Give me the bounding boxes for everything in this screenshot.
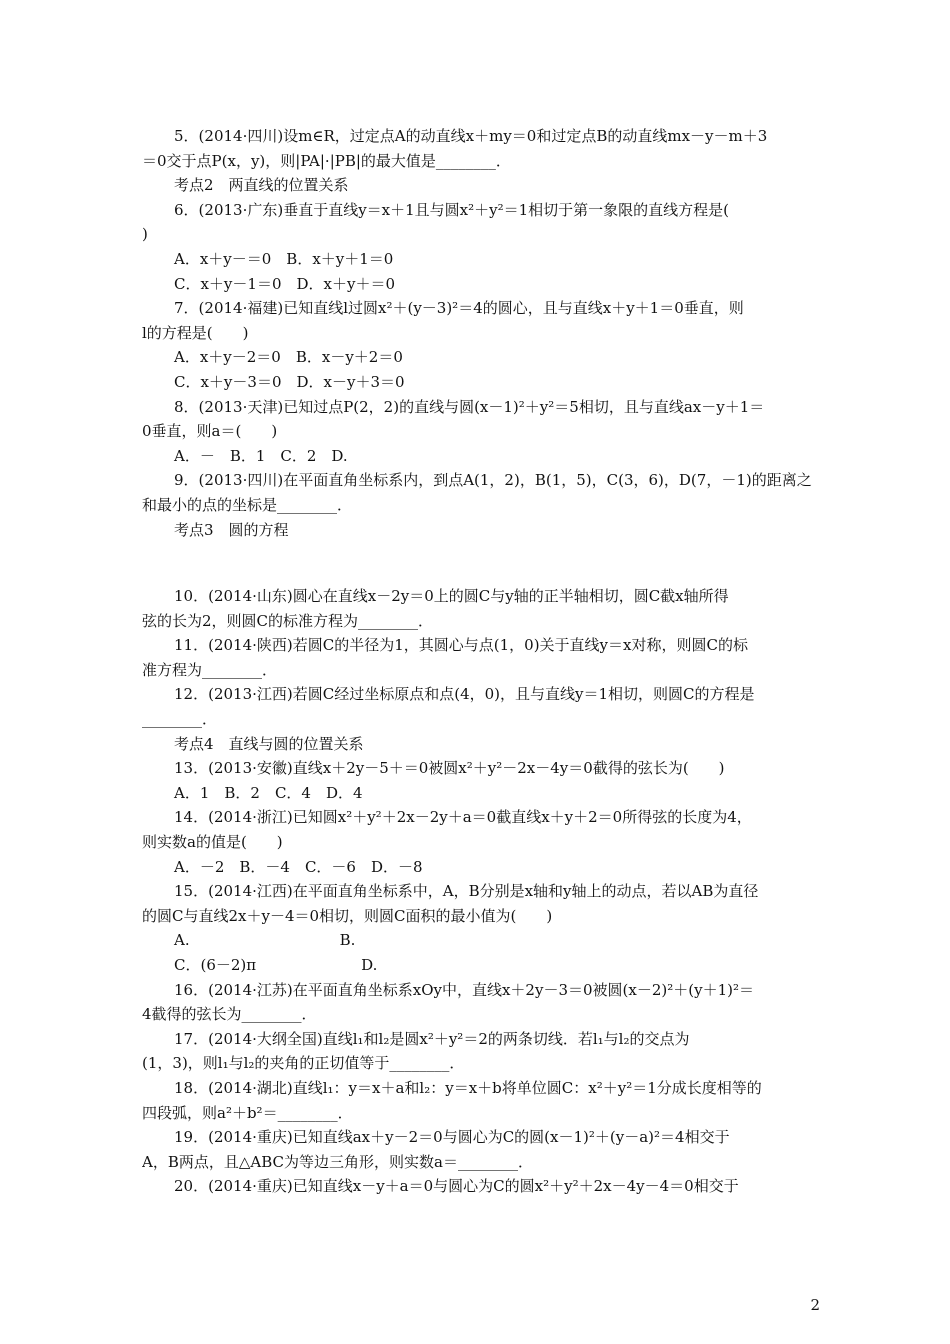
text-line: C．(6－2)π D. bbox=[174, 956, 378, 974]
section-spacer bbox=[142, 542, 812, 584]
text-line: 20．(2014·重庆)已知直线x－y＋a＝0与圆心为C的圆x²＋y²＋2x－4y－4＝0相交于 bbox=[174, 1177, 739, 1196]
text-line: ＝0交于点P(x，y)，则|PA|·|PB|的最大值是________． bbox=[142, 151, 511, 170]
text-line: A．x＋y－＝0 B．x＋y＋1＝0 bbox=[174, 249, 394, 268]
text-line: 的圆C与直线2x＋y－4＝0相切，则圆C面积的最小值为( ) bbox=[142, 906, 553, 925]
text-line: 19．(2014·重庆)已知直线ax＋y－2＝0与圆心为C的圆(x－1)²＋(y－a)²＝4相交于 bbox=[174, 1128, 730, 1147]
text-line: 10．(2014·山东)圆心在直线x－2y＝0上的圆C与y轴的正半轴相切，圆C截x轴所得 bbox=[174, 587, 729, 606]
text-line: 7．(2014·福建)已知直线l过圆x²＋(y－3)²＝4的圆心，且与直线x＋y＋1＝0垂直，则 bbox=[174, 299, 744, 318]
text-line: 11．(2014·陕西)若圆C的半径为1，其圆心与点(1，0)关于直线y＝x对称，则圆C的标 bbox=[174, 636, 748, 655]
text-line: 考点4 直线与圆的位置关系 bbox=[174, 734, 364, 753]
text-line: 14．(2014·浙江)已知圆x²＋y²＋2x－2y＋a＝0截直线x＋y＋2＝0所得弦的长度为4， bbox=[174, 808, 752, 827]
text-line: 9．(2013·四川)在平面直角坐标系内，到点A(1，2)，B(1，5)，C(3，6)，D(7，－1)的距离之 bbox=[174, 471, 812, 490]
text-line: 准方程为________． bbox=[142, 660, 278, 679]
text-line: 4截得的弦长为________． bbox=[142, 1005, 317, 1024]
text-line: l的方程是( ) bbox=[142, 323, 249, 342]
text-line: 四段弧，则a²＋b²＝________． bbox=[142, 1103, 353, 1122]
text-line: 0垂直，则a＝( ) bbox=[142, 422, 278, 441]
page-number: 2 bbox=[810, 1296, 820, 1314]
text-line: ________． bbox=[142, 710, 218, 729]
text-line: ) bbox=[142, 225, 148, 244]
text-line: 考点3 圆的方程 bbox=[174, 520, 289, 539]
document-body bbox=[142, 124, 812, 1199]
text-line: C．x＋y－3＝0 D．x－y＋3＝0 bbox=[174, 372, 405, 391]
text-line: 弦的长为2，则圆C的标准方程为________． bbox=[142, 611, 434, 630]
text-line: 5．(2014·四川)设m∈R，过定点A的动直线x＋my＝0和过定点B的动直线mx－y－m＋3 bbox=[174, 127, 768, 145]
text-line: A．1 B．2 C．4 D．4 bbox=[174, 783, 363, 802]
text-line: 12．(2013·江西)若圆C经过坐标原点和点(4，0)，且与直线y＝1相切，则圆C的方程是 bbox=[174, 685, 755, 704]
text-line: A．x＋y－2＝0 B．x－y＋2＝0 bbox=[174, 348, 403, 367]
text-line: 18．(2014·湖北)直线l₁：y＝x＋a和l₂：y＝x＋b将单位圆C：x²＋y²＝1分成长度相等的 bbox=[174, 1078, 762, 1097]
text-line: 8．(2013·天津)已知过点P(2，2)的直线与圆(x－1)²＋y²＝5相切，且与直线ax－y＋1＝ bbox=[174, 397, 765, 416]
text-line: 13．(2013·安徽)直线x＋2y－5＋＝0被圆x²＋y²－2x－4y＝0截得的弦长为( ) bbox=[174, 759, 725, 778]
text-line: A．－ B．1 C．2 D. bbox=[174, 446, 348, 465]
text-line: 6．(2013·广东)垂直于直线y＝x＋1且与圆x²＋y²＝1相切于第一象限的直线方程是( bbox=[174, 200, 730, 219]
text-line: A．－2 B．－4 C．－6 D．－8 bbox=[174, 857, 423, 876]
text-line: 和最小的点的坐标是________． bbox=[142, 495, 353, 514]
text-line: 16．(2014·江苏)在平面直角坐标系xOy中，直线x＋2y－3＝0被圆(x－2)²＋(y＋1)²＝ bbox=[174, 980, 754, 999]
text-line: 15．(2014·江西)在平面直角坐标系中，A，B分别是x轴和y轴上的动点，若以AB为直径 bbox=[174, 882, 759, 901]
text-line: C．x＋y－1＝0 D．x＋y＋＝0 bbox=[174, 274, 396, 293]
text-line: 17．(2014·大纲全国)直线l₁和l₂是圆x²＋y²＝2的两条切线．若l₁与l₂的交点为 bbox=[174, 1029, 690, 1048]
text-line: 考点2 两直线的位置关系 bbox=[174, 176, 349, 195]
text-line: (1，3)，则l₁与l₂的夹角的正切值等于________． bbox=[142, 1054, 465, 1073]
text-line: 则实数a的值是( ) bbox=[142, 833, 283, 852]
text-line: A. B. bbox=[174, 931, 356, 950]
text-line: A，B两点，且△ABC为等边三角形，则实数a＝________． bbox=[142, 1152, 533, 1171]
